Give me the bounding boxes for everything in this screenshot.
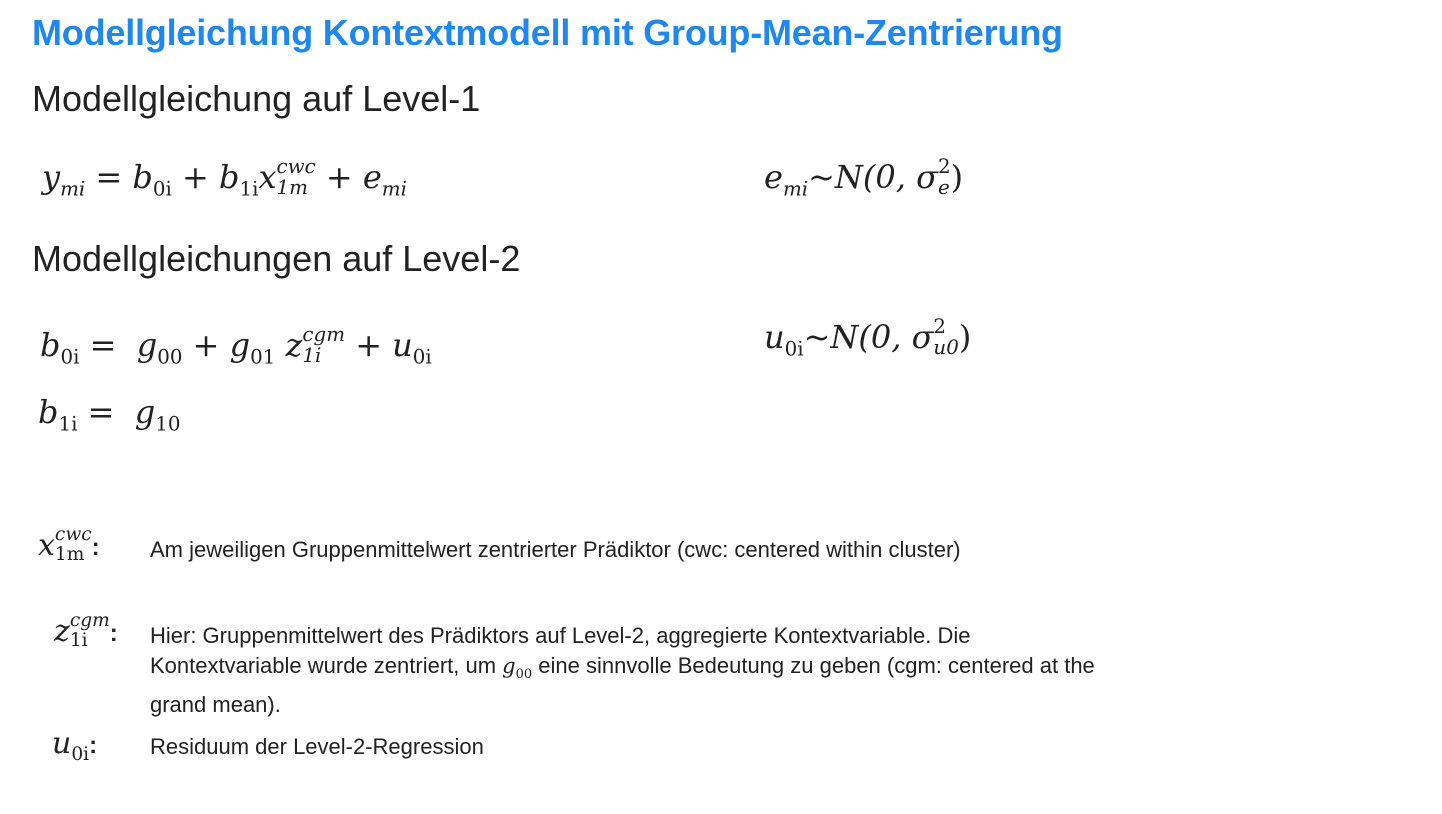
level2-equation-slope: $b_{1i} = g_{10}$ [38, 393, 181, 436]
definition-text-u0i: Residuum der Level-2-Regression [150, 734, 484, 759]
definition-line-3: grand mean). [150, 692, 281, 718]
eq-lhs: $y_{mi}$ [42, 158, 86, 201]
definition-symbol-z-cgm: z cgm 1i : [54, 610, 118, 651]
definition-text-x-cwc: Am jeweiligen Gruppenmittelwert zentrierter Prädiktor (cwc: centered within cluster) [150, 537, 961, 562]
level1-equation: $y_{mi} = b_{0i} + b_{1i}x$ cwc 1m + $e_{mi}$ [42, 155, 407, 201]
level1-heading: Modellgleichung auf Level-1 [32, 78, 481, 119]
level2-equation-intercept: $b_{0i} = g_{00} + g_{01}$ z cgm 1i + $u_{0i}$ [40, 323, 432, 369]
definition-symbol-u0i: $u_{0i}$: [52, 726, 98, 765]
eq-term-e: $e_{mi}$ [362, 158, 407, 201]
definition-line-2: Kontextvariable wurde zentriert, um $g_{00}$ eine sinnvolle Bedeutung zu geben (cgm: centered at the [150, 653, 1095, 683]
eq-term-x: x cwc 1m [258, 155, 316, 199]
inline-math-g00: $g_{00}$ [502, 654, 533, 683]
eq-term-b1: $b_{1i}$ [219, 158, 259, 201]
level2-distribution: $u_{0i}\sim N(0$, σ 2 u0 ) [764, 315, 972, 361]
definition-text-z-cgm [150, 621, 1095, 720]
definition-symbol-x-cwc: x cwc 1m : [38, 524, 100, 565]
level1-distribution: $e_{mi}\sim N(0$, σ 2 e ) [764, 155, 964, 201]
level2-heading: Modellgleichungen auf Level-2 [32, 238, 521, 279]
eq-term-b0: $b_{0i}$ [132, 158, 172, 201]
definition-line-1: Hier: Gruppenmittelwert des Prädiktors auf Level-2, aggregierte Kontextvariable. Die [150, 623, 971, 648]
slide-title: Modellgleichung Kontextmodell mit Group-Mean-Zentrierung [32, 12, 1063, 53]
